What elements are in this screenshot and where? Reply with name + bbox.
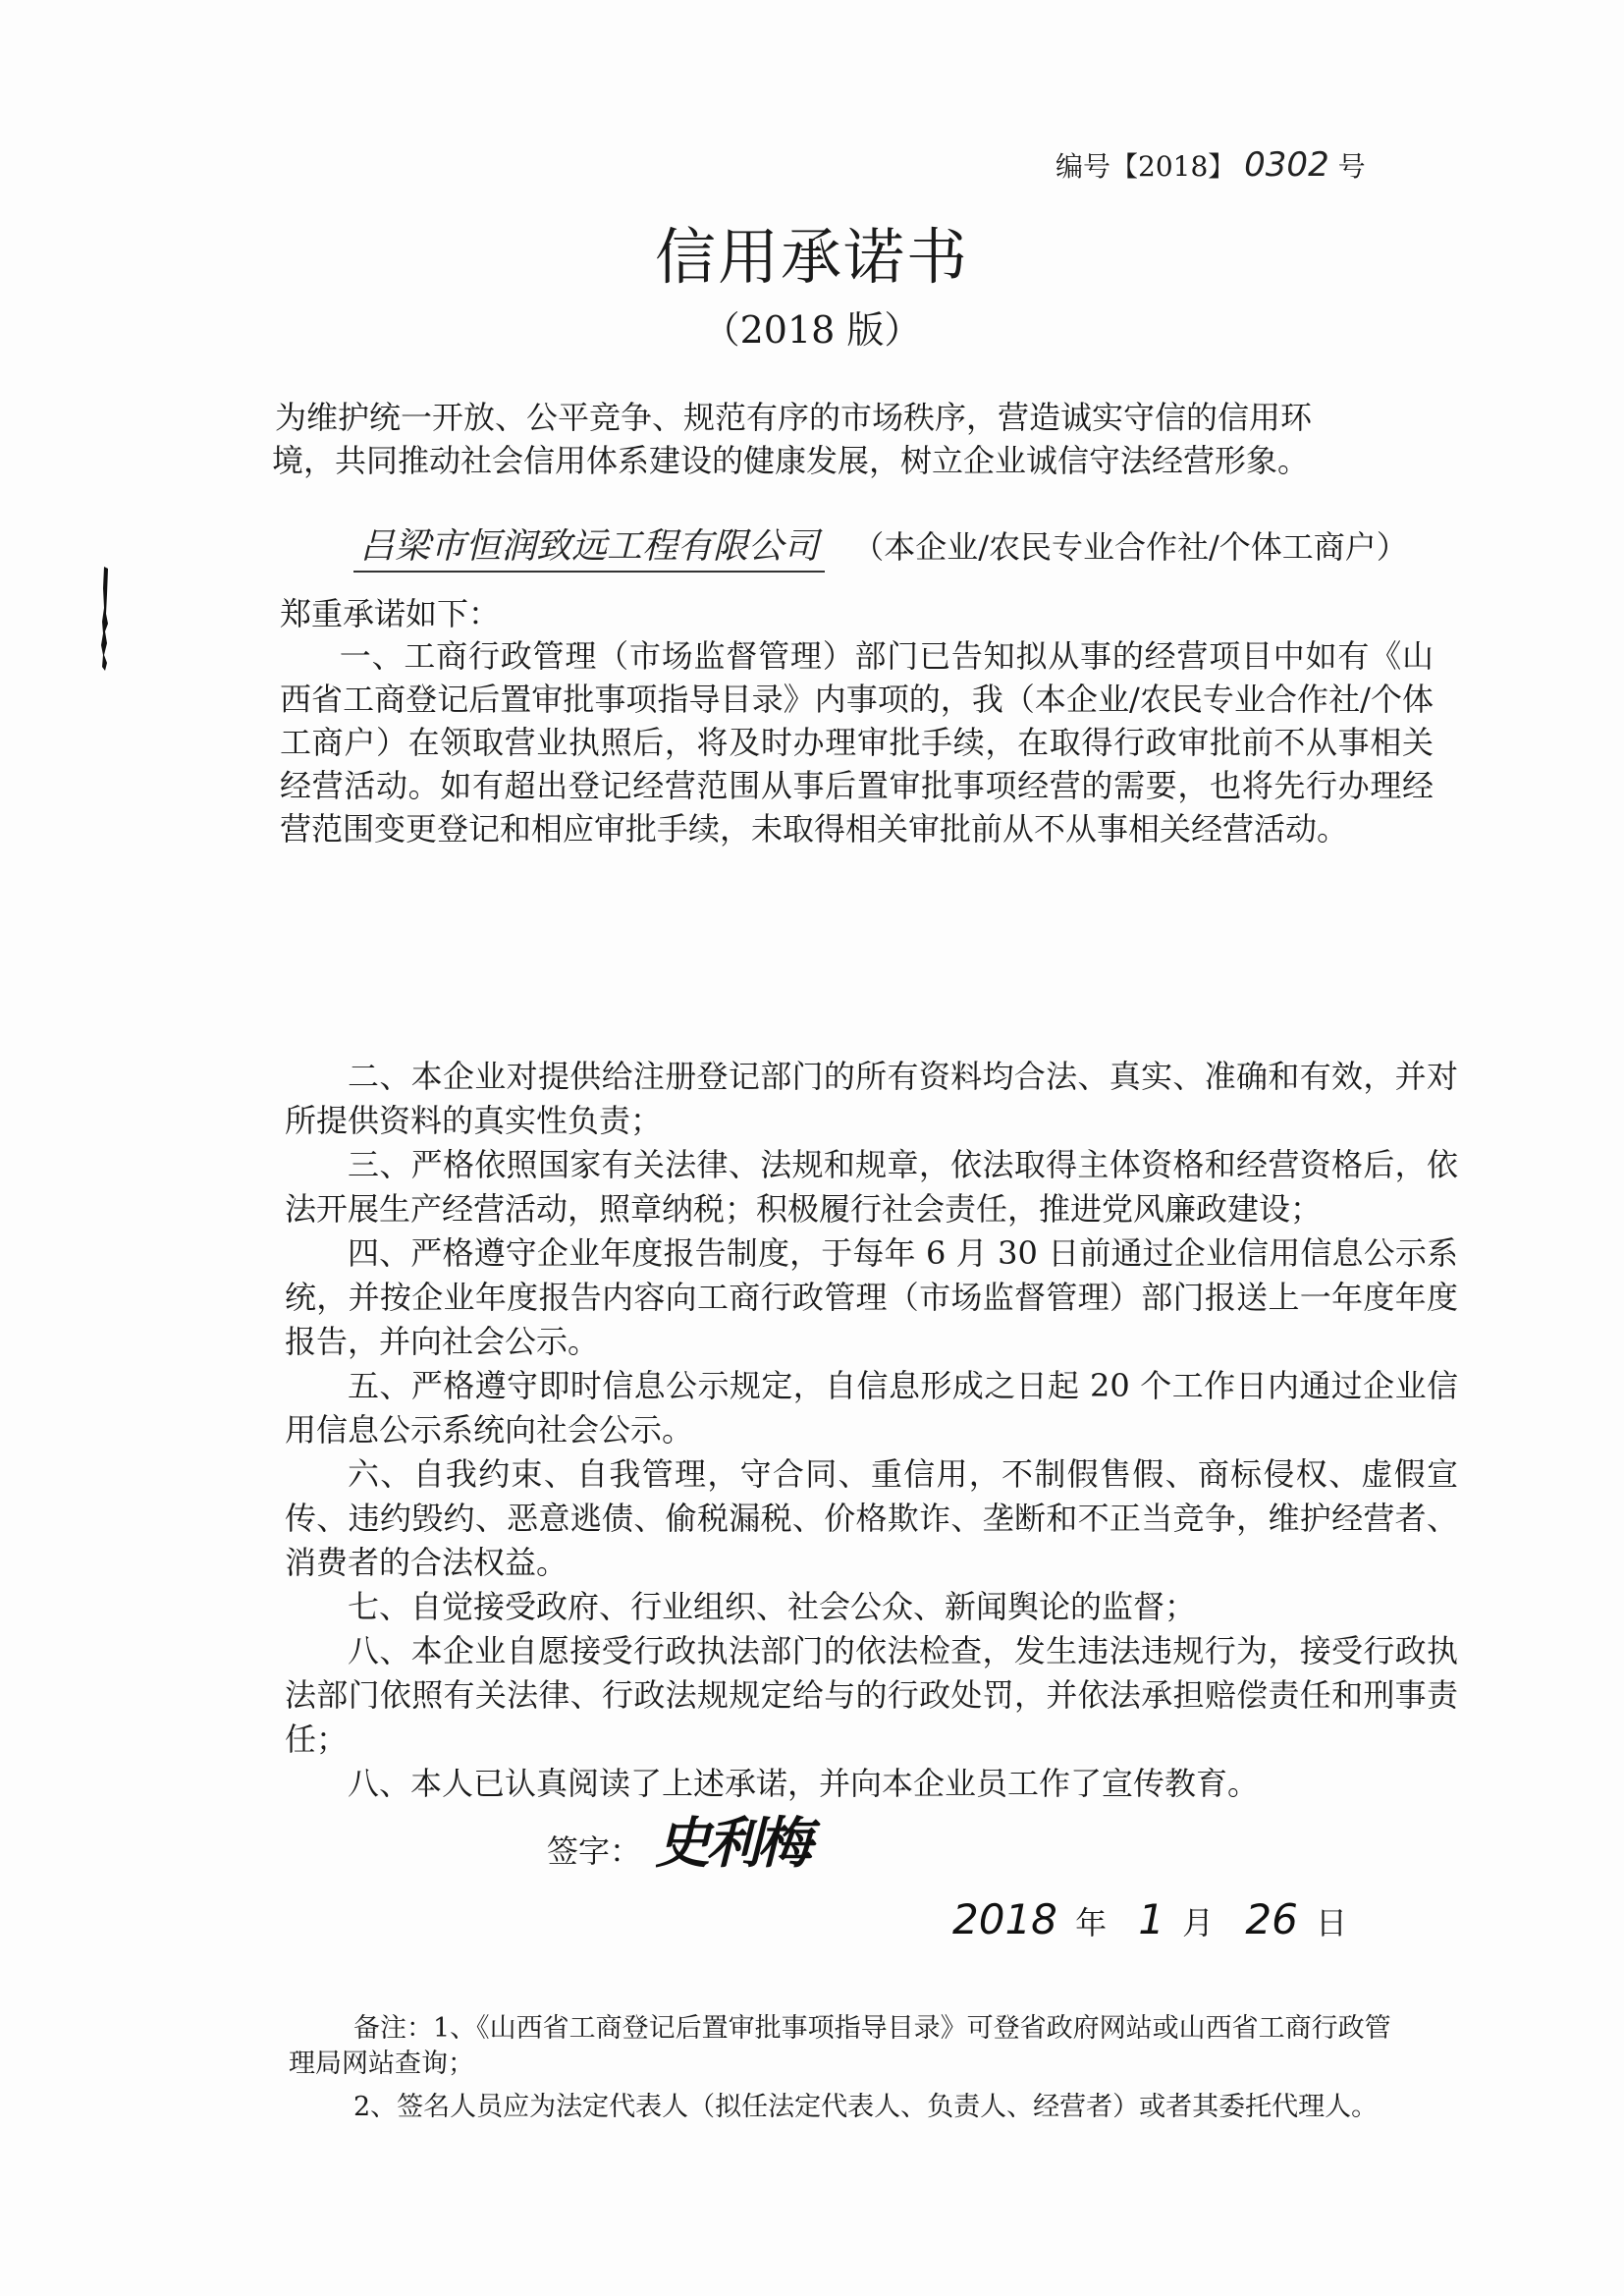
date-month-label: 月 [1182, 1904, 1215, 1941]
note-1-line-2: 理局网站查询； [289, 2049, 474, 2079]
company-type-suffix: （本企业/农民专业合作社/个体工商户） [852, 528, 1408, 566]
document-edition: （2018 版） [702, 308, 922, 352]
company-line [353, 519, 1453, 573]
clause-5: 五、严格遵守即时信息公示规定，自信息形成之日起 20 个工作日内通过企业信用信息公示系统向社会公示。 [285, 1367, 1458, 1449]
document-number-suffix: 号 [1337, 150, 1366, 183]
intro-paragraph [272, 396, 1434, 482]
date-day-handwritten: 26 [1245, 1895, 1298, 1943]
date-row [952, 1895, 1369, 1943]
clause-4: 四、严格遵守企业年度报告制度，于每年 6 月 30 日前通过企业信用信息公示系统，并按企业年度报告内容向工商行政管理（市场监督管理）部门报送上一年度年度报告，并向社会公示。 [285, 1234, 1458, 1360]
intro-line-1: 为维护统一开放、公平竞争、规范有序的市场秩序，营造诚实守信的信用环 [275, 399, 1313, 436]
clause-2: 二、本企业对提供给注册登记部门的所有资料均合法、真实、准确和有效，并对所提供资料的真实性负责； [285, 1058, 1458, 1139]
note-1-line-1: 备注：1、《山西省工商登记后置审批事项指导目录》可登省政府网站或山西省工商行政管 [353, 2013, 1391, 2044]
clause-3: 三、严格依照国家有关法律、法规和规章，依法取得主体资格和经营资格后，依法开展生产经营活动，照章纳税；积极履行社会责任，推进党风廉政建设； [285, 1146, 1458, 1228]
date-year-label: 年 [1075, 1904, 1108, 1941]
document-number [1056, 145, 1366, 185]
clause-7: 七、自觉接受政府、行业组织、社会公众、新闻舆论的监督； [348, 1588, 1197, 1625]
company-name-handwritten: 吕梁市恒润致远工程有限公司 [353, 519, 825, 573]
document-number-handwritten: 0302 [1244, 145, 1329, 185]
clauses-2-to-8-block [285, 1055, 1458, 1806]
clause-6: 六、自我约束、自我管理，守合同、重信用，不制假售假、商标侵权、虚假宣传、违约毁约、恶意逃债、偷税漏税、价格欺诈、垄断和不正当竞争，维护经营者、消费者的合法权益。 [285, 1455, 1458, 1581]
date-day-label: 日 [1315, 1904, 1347, 1941]
signature-label: 签字： [547, 1832, 642, 1870]
note-2: 2、签名人员应为法定代表人（拟任法定代表人、负责人、经营者）或者其委托代理人。 [353, 2092, 1379, 2122]
clause-1-block [280, 634, 1434, 850]
document-number-prefix: 编号【2018】 [1056, 150, 1236, 183]
clause-1: 一、工商行政管理（市场监督管理）部门已告知拟从事的经营项目中如有《山西省工商登记后置审批事项指导目录》内事项的，我（本企业/农民专业合作社/个体工商户）在领取营业执照后，将及时办理审批手续，在取得行政审批前不从事相关经营活动。如有超出登记经营范围从事后置审批事项经营的需要，也将先行办理经营范围变更登记和相应审批手续，未取得相关审批前从不从事相关经营活动。 [280, 637, 1434, 847]
signature-row [547, 1800, 808, 1879]
date-year-handwritten: 2018 [952, 1895, 1057, 1943]
clause-8a: 八、本企业自愿接受行政执法部门的依法检查，发生违法违规行为，接受行政执法部门依照有关法律、行政法规规定给与的行政处罚，并依法承担赔偿责任和刑事责任； [285, 1632, 1458, 1758]
scan-artifact-mark [98, 565, 112, 673]
solemn-promise-heading: 郑重承诺如下： [280, 595, 501, 632]
clause-8b: 八、本人已认真阅读了上述承诺，并向本企业员工作了宣传教育。 [348, 1765, 1260, 1802]
date-month-handwritten: 1 [1138, 1895, 1164, 1943]
intro-line-2: 境，共同推动社会信用体系建设的健康发展，树立企业诚信守法经营形象。 [272, 442, 1310, 479]
note-1 [289, 2011, 1473, 2082]
document-title: 信用承诺书 [654, 221, 969, 293]
signature-handwritten: 史利梅 [655, 1812, 809, 1876]
